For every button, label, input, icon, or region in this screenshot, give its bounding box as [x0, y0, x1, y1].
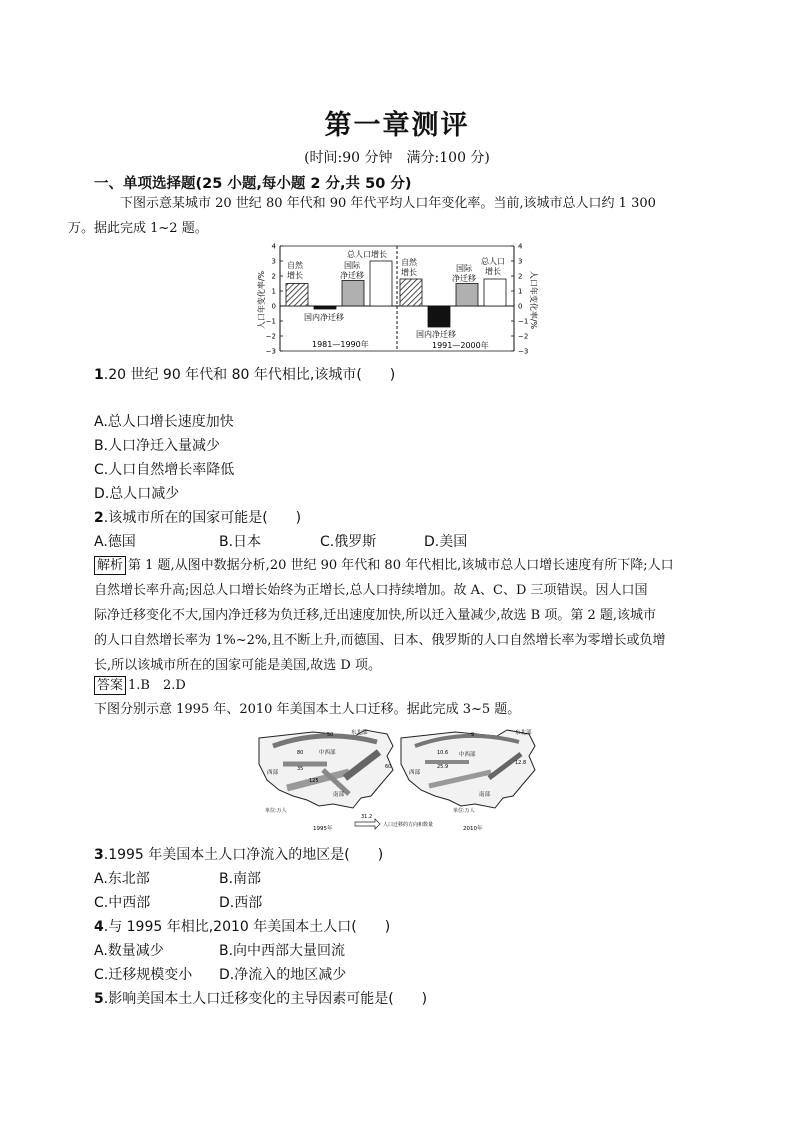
question-number: 3 [94, 847, 104, 863]
bar-1-2 [314, 306, 336, 309]
tick-label: 4 [518, 242, 523, 251]
label-domestic-2: 国内净迁移 [416, 330, 456, 339]
tick-label: 2 [271, 272, 276, 281]
label-natural-1b: 增长 [287, 271, 303, 280]
region-south-1995: 南部 [333, 792, 345, 798]
value-1995-c: 35 [297, 766, 304, 772]
intro-paragraph-1 [68, 191, 704, 241]
intro-paragraph-2: 下图分别示意 1995 年、2010 年美国本土人口迁移。据此完成 3~5 题。 [94, 702, 521, 717]
tick-label: −2 [265, 332, 276, 341]
question-number: 1 [94, 367, 104, 383]
question-number: 2 [94, 510, 104, 526]
region-mid-2010: 中西部 [459, 752, 476, 758]
tick-label: 3 [271, 257, 276, 266]
label-total-2a: 总人口 [481, 257, 505, 266]
question-2 [94, 507, 301, 527]
q2-option-a[interactable]: A.德国 [94, 534, 136, 550]
q2-option-b[interactable]: B.日本 [219, 534, 262, 550]
label-intl-2a: 国际 [456, 264, 472, 273]
question-4 [94, 916, 390, 936]
map-legend [355, 814, 433, 829]
q4-option-c[interactable]: C.迁移规模变小 [94, 967, 193, 983]
question-1 [94, 364, 395, 384]
tick-label: 3 [518, 257, 523, 266]
period-label-2: 1991—2000年 [432, 341, 489, 350]
q1-option-a[interactable]: A.总人口增长速度加快 [94, 414, 234, 430]
value-2010-b: 10.6 [437, 750, 449, 756]
period-label-1: 1981—1990年 [312, 340, 369, 349]
tick-label: 2 [518, 272, 523, 281]
tick-label: −1 [265, 317, 276, 326]
intro-line-1: 下图示意某城市 20 世纪 80 年代和 90 年代平均人口年变化率。当前,该城市总人口约 1 300 [120, 196, 656, 211]
value-1995-b: 80 [297, 750, 304, 756]
legend-value: 31.2 [361, 814, 373, 820]
question-5 [94, 988, 427, 1008]
analysis-tag: 解析 [94, 556, 126, 575]
population-change-chart [252, 240, 542, 360]
bar-2-4 [484, 279, 506, 306]
tick-label: 1 [271, 287, 276, 296]
q4-option-b[interactable]: B.向中西部大量回流 [219, 943, 346, 959]
q4-option-a[interactable]: A.数量减少 [94, 943, 164, 959]
label-intl-1a: 国际 [344, 261, 360, 270]
tick-label: 0 [271, 302, 276, 311]
label-total-2b: 增长 [485, 267, 501, 276]
region-south-2010: 南部 [479, 792, 491, 798]
region-ne-1995: 东北部 [351, 730, 368, 736]
value-1995-a: 50 [327, 732, 334, 738]
value-2010-c: 25.9 [437, 764, 449, 770]
q3-option-c[interactable]: C.中西部 [94, 895, 151, 911]
legend-text: 人口迁移的方向和数量 [383, 822, 434, 828]
bar-1-3 [342, 281, 364, 307]
question-stem: .与 1995 年相比,2010 年美国本土人口( ) [103, 919, 391, 935]
q3-option-d[interactable]: D.西部 [219, 895, 263, 911]
analysis-block [94, 553, 704, 678]
analysis-line-4: 的人口自然增长率为 1%~2%,且不断上升,而德国、日本、俄罗斯的人口自然增长率为零增长或负增 [94, 633, 666, 648]
map-1995 [259, 728, 393, 832]
analysis-line-5: 长,所以该城市所在的国家可能是美国,故选 D 项。 [94, 658, 381, 673]
year-2010: 2010年 [463, 826, 483, 832]
label-natural-2b: 增长 [401, 268, 417, 277]
analysis-line-1: 第 1 题,从图中数据分析,20 世纪 90 年代和 80 年代相比,该城市总人口增长速度有所下降;人口 [128, 558, 674, 573]
unit-1995: 单位:万人 [265, 808, 287, 814]
question-3 [94, 844, 383, 864]
tick-label: −3 [265, 347, 276, 356]
q1-option-c[interactable]: C.人口自然增长率降低 [94, 462, 235, 478]
analysis-line-3: 际净迁移变化不大,国内净迁移为负迁移,迁出速度加快,所以迁入量减少,故选 B 项。第 2 题,该城市 [94, 608, 657, 623]
q2-option-d[interactable]: D.美国 [424, 534, 468, 550]
label-domestic-1: 国内净迁移 [304, 313, 344, 322]
tick-label: 1 [518, 287, 523, 296]
label-natural-2a: 自然 [401, 258, 417, 267]
page-title: 第一章测评 [324, 110, 470, 141]
year-1995: 1995年 [313, 826, 333, 832]
q2-option-c[interactable]: C.俄罗斯 [320, 534, 377, 550]
question-stem: .20 世纪 90 年代和 80 年代相比,该城市( ) [103, 367, 396, 383]
tick-label: −2 [518, 332, 529, 341]
section-heading: 一、单项选择题(25 小题,每小题 2 分,共 50 分) [94, 176, 412, 192]
unit-2010: 单位:万人 [453, 808, 475, 814]
exam-info: (时间:90 分钟 满分:100 分) [304, 150, 490, 166]
region-ne-2010: 东北部 [515, 730, 532, 736]
region-west-1995: 西部 [267, 770, 279, 776]
tick-label: 0 [518, 302, 523, 311]
tick-label: −1 [518, 317, 529, 326]
value-1995-e: 60 [385, 764, 392, 770]
region-west-2010: 西部 [409, 770, 421, 776]
bar-1-1 [286, 284, 308, 307]
question-stem: .该城市所在的国家可能是( ) [103, 510, 302, 526]
question-stem: .1995 年美国本土人口净流入的地区是( ) [103, 847, 384, 863]
intro-line-2: 万。据此完成 1~2 题。 [68, 221, 208, 236]
label-intl-2b: 净迁移 [452, 274, 476, 283]
q1-option-d[interactable]: D.总人口减少 [94, 486, 180, 502]
q4-option-d[interactable]: D.净流入的地区减少 [219, 967, 347, 983]
q1-option-b[interactable]: B.人口净迁入量减少 [94, 438, 221, 454]
tick-label: 4 [271, 242, 276, 251]
legend-arrow-icon [355, 819, 380, 829]
value-1995-d: 125 [309, 778, 319, 784]
bar-1-4 [370, 261, 392, 306]
bar-2-3 [456, 284, 478, 307]
bar-2-1 [400, 279, 422, 306]
value-2010-a: 9 [471, 732, 475, 738]
label-intl-1b: 净迁移 [340, 271, 364, 280]
answer-text: 1.B 2.D [128, 678, 186, 693]
region-mid-1995: 中西部 [319, 750, 336, 756]
bar-2-2 [428, 306, 450, 327]
answer-block [94, 673, 704, 698]
answer-tag: 答案 [94, 676, 126, 695]
question-number: 4 [94, 919, 104, 935]
value-2010-d: 12.8 [515, 760, 527, 766]
label-natural-1a: 自然 [287, 261, 303, 270]
map-2010 [401, 728, 535, 832]
question-number: 5 [94, 991, 104, 1007]
label-total-1: 总人口增长 [347, 250, 387, 259]
q3-option-b[interactable]: B.南部 [219, 871, 262, 887]
right-axis-label: 人口年变化率/% [529, 270, 538, 330]
tick-label: −3 [518, 347, 529, 356]
q3-option-a[interactable]: A.东北部 [94, 871, 150, 887]
us-migration-maps [253, 724, 549, 836]
question-stem: .影响美国本土人口迁移变化的主导因素可能是( ) [103, 991, 428, 1007]
left-axis-label: 人口年变化率/% [257, 270, 266, 330]
analysis-line-2: 自然增长率升高;因总人口增长始终为正增长,总人口持续增加。故 A、C、D 三项错误。因人口国 [94, 583, 648, 598]
